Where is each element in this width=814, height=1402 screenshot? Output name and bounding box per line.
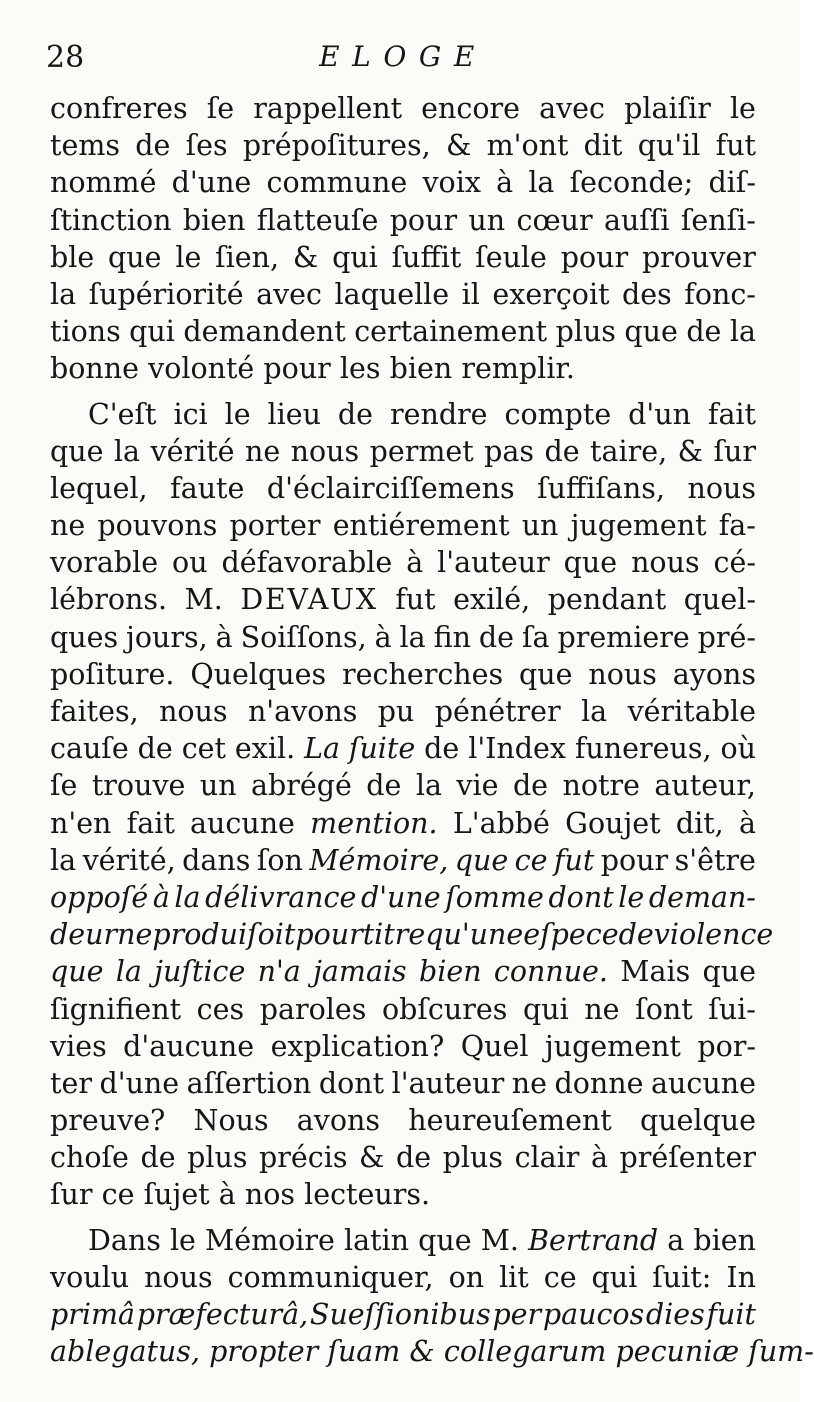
text-line: lébrons. M. DEVAUX fut exilé, pendant quel- bbox=[50, 583, 756, 617]
text-line: lequel, faute d'éclairciſſemens ſuffiſans, nous bbox=[50, 471, 756, 505]
text-line: ques jours, à Soiſſons, à la fin de ſa premiere pré- bbox=[50, 620, 756, 654]
text-line: la ſupériorité avec laquelle il exerçoit des fonc- bbox=[50, 277, 756, 311]
text-line: confreres ſe rappellent encore avec plaiſir le bbox=[50, 92, 756, 125]
page-body bbox=[50, 90, 814, 1370]
text-line: ter d'une aſſertion dont l'auteur ne donne aucune bbox=[50, 1066, 756, 1100]
text-line: preuve? Nous avons heureuſement quelque bbox=[50, 1104, 756, 1138]
text-line: n'en fait aucune mention. L'abbé Goujet dit, à bbox=[50, 806, 756, 840]
text-line: bonne volonté pour les bien remplir. bbox=[50, 352, 575, 386]
text-line: nommé d'une commune voix à la ſeconde; diſ- bbox=[50, 166, 756, 200]
page-header bbox=[46, 40, 760, 86]
text-line: ſe trouve un abrégé de la vie de notre auteur, bbox=[50, 769, 756, 803]
text-line: ne pouvons porter entiérement un jugement fa- bbox=[50, 509, 756, 543]
text-line: ſtinction bien flatteuſe pour un cœur auſſi ſenſi- bbox=[50, 203, 756, 237]
text-line: voulu nous communiquer, on lit ce qui ſuit: In bbox=[50, 1260, 756, 1294]
text-line: ble que le ſien, & qui ſuffit ſeule pour prouver bbox=[50, 240, 756, 274]
text-line: ſignifient ces paroles obſcures qui ne ſont ſui- bbox=[50, 992, 756, 1026]
text-line: C'eſt ici le lieu de rendre compte d'un fait bbox=[88, 397, 756, 431]
text-line: primâ præfecturâ, Sueſſionibus per paucos dies fuit bbox=[50, 1298, 756, 1331]
text-line: ablegatus, propter ſuam & collegarum pecuniæ ſum- bbox=[50, 1335, 814, 1369]
running-head: ELOGE bbox=[319, 40, 487, 73]
text-line: que la vérité ne nous permet pas de taire, & ſur bbox=[50, 434, 756, 468]
text-line: deur ne produiſoit pour titre qu'une eſpece de violence bbox=[50, 918, 774, 952]
text-line: vorable ou défavorable à l'auteur que nous cé- bbox=[50, 546, 756, 580]
text-line: poſiture. Quelques recherches que nous ayons bbox=[50, 657, 756, 691]
text-line: la vérité, dans ſon Mémoire, que ce fut pour s'être bbox=[50, 843, 756, 877]
text-line: faites, nous n'avons pu pénétrer la véritable bbox=[50, 695, 756, 728]
text-line: ſur ce ſujet à nos lecteurs. bbox=[50, 1178, 431, 1212]
text-line: vies d'aucune explication? Quel jugement por- bbox=[50, 1029, 756, 1063]
text-line: cauſe de cet exil. La ſuite de l'Index funereus, où bbox=[50, 732, 756, 766]
text-line: oppoſé à la délivrance d'une ſomme dont le deman- bbox=[50, 880, 756, 914]
page-number: 28 bbox=[46, 40, 85, 75]
text-flow bbox=[50, 90, 814, 1370]
text-line: tems de ſes prépoſitures, & m'ont dit qu'il fut bbox=[50, 129, 756, 163]
text-line: que la juſtice n'a jamais bien connue. Mais que bbox=[50, 955, 756, 989]
text-line: tions qui demandent certainement plus que de la bbox=[50, 315, 756, 349]
text-line: Dans le Mémoire latin que M. Bertrand a bien bbox=[88, 1223, 756, 1257]
text-line: choſe de plus précis & de plus clair à préſenter bbox=[50, 1141, 756, 1175]
